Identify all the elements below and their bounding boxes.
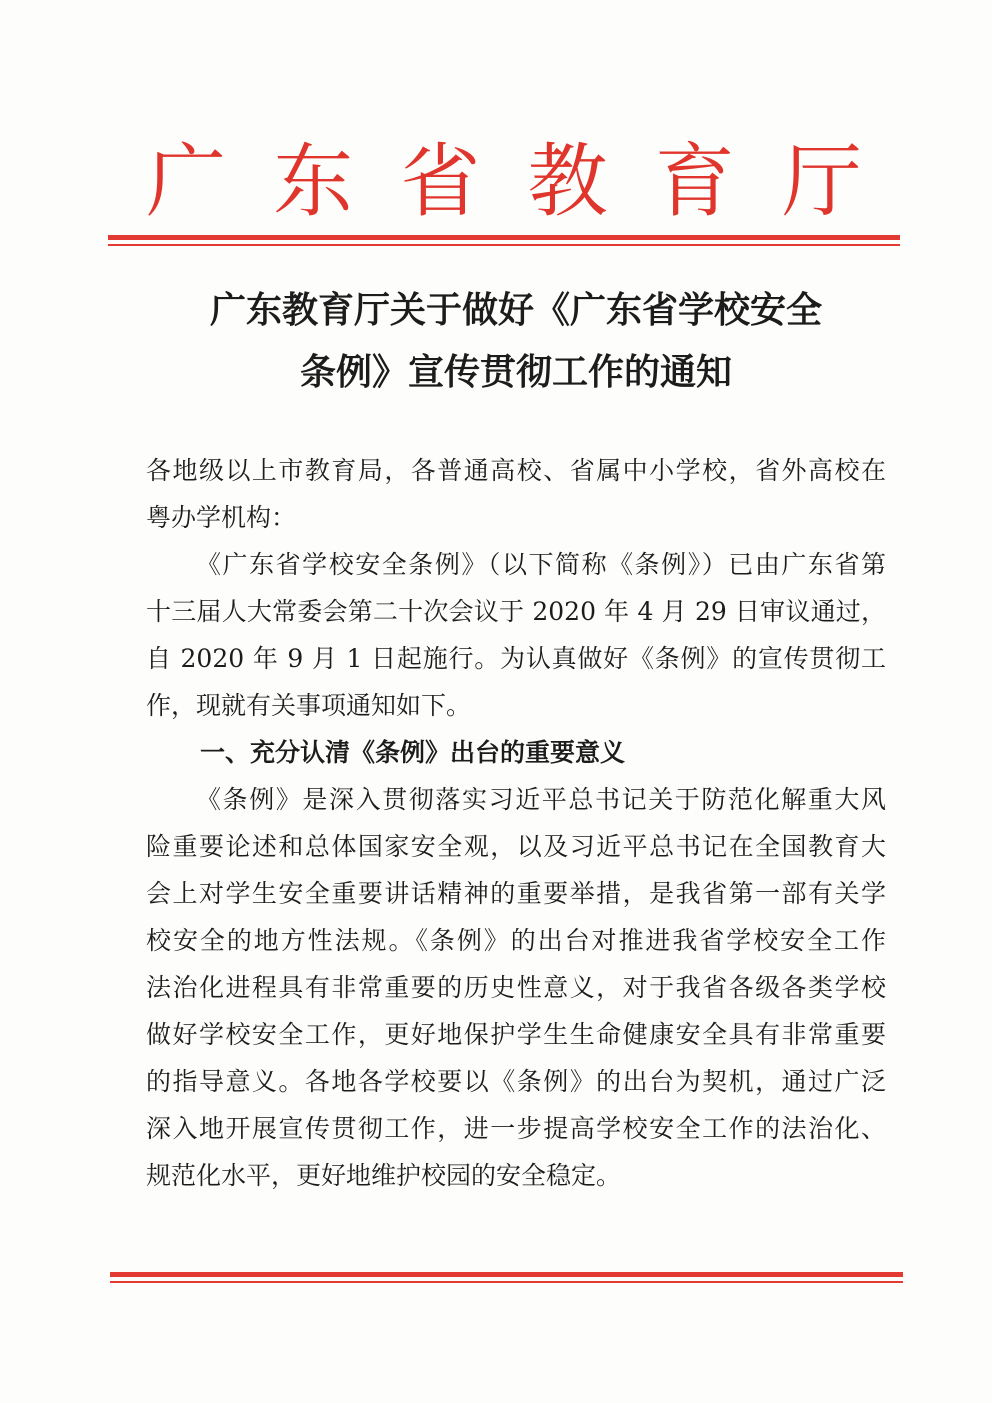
title-line: 广东教育厅关于做好《广东省学校安全: [209, 289, 822, 331]
letterhead-rule-thin: [108, 244, 900, 246]
paragraph-line: 《条例》是深入贯彻落实习近平总书记关于防范化解重大风: [196, 785, 886, 814]
paragraph-line: 自 2020 年 9 月 1 日起施行。为认真做好《条例》的宣传贯彻工: [146, 644, 886, 673]
paragraph-line: 作，现就有关事项通知如下。: [146, 691, 472, 720]
paragraph-line: 《广东省学校安全条例》（以下简称《条例》）已由广东省第: [196, 550, 886, 579]
paragraph-line: 规范化水平，更好地维护校园的安全稳定。: [146, 1161, 622, 1190]
paragraph-line: 十三届人大常委会第二十次会议于 2020 年 4 月 29 日审议通过，: [146, 597, 886, 626]
paragraph-line: 险重要论述和总体国家安全观，以及习近平总书记在全国教育大: [146, 832, 886, 861]
section-heading: 一、充分认清《条例》出台的重要意义: [200, 738, 626, 767]
document-title: [146, 279, 886, 403]
footer-rule-thick: [110, 1272, 903, 1277]
title-line: 条例》宣传贯彻工作的通知: [299, 351, 732, 393]
salutation-line: 各地级以上市教育局，各普通高校、省属中小学校，省外高校在: [146, 456, 886, 485]
letterhead-org-name: 广东省教育厅: [146, 135, 862, 228]
footer-rule-thin: [110, 1281, 903, 1283]
document-body: [146, 447, 886, 1199]
paragraph-line: 会上对学生安全重要讲话精神的重要举措，是我省第一部有关学: [146, 879, 886, 908]
paragraph-line: 法治化进程具有非常重要的历史性意义，对于我省各级各类学校: [146, 973, 886, 1002]
paragraph-line: 校安全的地方性法规。《条例》的出台对推进我省学校安全工作: [146, 926, 886, 955]
letterhead-rule-thick: [108, 235, 900, 240]
salutation-line: 粤办学机构：: [146, 503, 297, 532]
paragraph-line: 做好学校安全工作，更好地保护学生生命健康安全具有非常重要: [146, 1020, 886, 1049]
paragraph-line: 深入地开展宣传贯彻工作，进一步提高学校安全工作的法治化、: [146, 1114, 886, 1143]
paragraph-line: 的指导意义。各地各学校要以《条例》的出台为契机，通过广泛: [146, 1067, 886, 1096]
